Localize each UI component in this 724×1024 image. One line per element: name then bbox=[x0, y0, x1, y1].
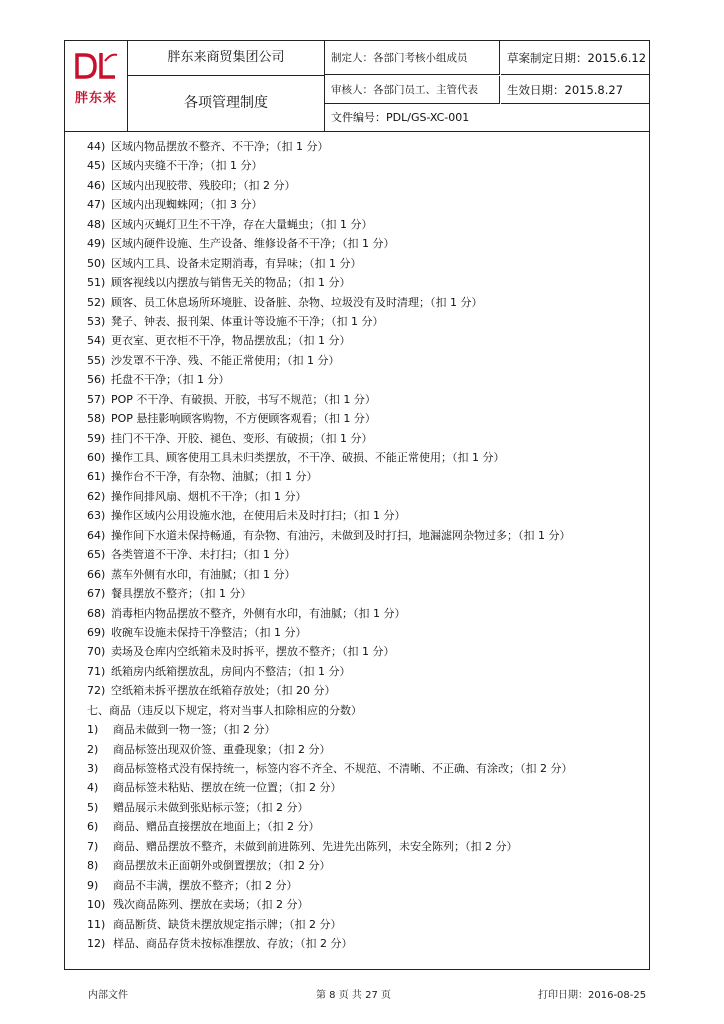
draft-date: 草案制定日期：2015.6.12 bbox=[501, 41, 649, 75]
list-item: 67) 餐具摆放不整齐；（扣 1 分） bbox=[87, 587, 252, 601]
section-heading: 七、商品（违反以下规定，将对当事人扣除相应的分数） bbox=[87, 703, 362, 717]
document-title: 各项管理制度 bbox=[128, 76, 325, 131]
footer-print-date: 打印日期：2016-08-25 bbox=[538, 990, 647, 1001]
footer-internal-label: 内部文件 bbox=[88, 990, 128, 1001]
reviewer: 审核人：各部门员工、主管代表 bbox=[325, 76, 500, 104]
list-item: 44) 区域内物品摆放不整齐、不干净；（扣 1 分） bbox=[87, 140, 329, 153]
list-item: 9) 商品不丰满，摆放不整齐；（扣 2 分） bbox=[87, 878, 298, 892]
company-logo-icon bbox=[71, 51, 121, 81]
list-item: 68) 消毒柜内物品摆放不整齐，外侧有水印，有油腻；（扣 1 分） bbox=[87, 606, 406, 620]
list-item: 5) 赠品展示未做到张贴标示签；（扣 2 分） bbox=[87, 800, 309, 814]
list-item: 63) 操作区域内公用设施水池，在使用后未及时打扫；（扣 1 分） bbox=[87, 509, 406, 523]
list-item: 52) 顾客、员工休息场所环境脏、设备脏、杂物、垃圾没有及时清理；（扣 1 分） bbox=[87, 295, 483, 309]
list-item: 66) 蒸车外侧有水印，有油腻；（扣 1 分） bbox=[87, 567, 296, 581]
list-item: 70) 卖场及仓库内空纸箱未及时拆平，摆放不整齐；（扣 1 分） bbox=[87, 645, 395, 659]
document-body bbox=[87, 137, 647, 953]
list-item: 10) 残次商品陈列、摆放在卖场；（扣 2 分） bbox=[87, 898, 309, 912]
list-item: 61) 操作台不干净，有杂物、油腻；（扣 1 分） bbox=[87, 470, 318, 484]
document-header bbox=[65, 41, 649, 132]
list-item: 3) 商品标签格式没有保持统一，标签内容不齐全、不规范、不清晰、不正确、有涂改；（扣 2 分） bbox=[87, 762, 573, 775]
list-item: 2) 商品标签出现双价签、重叠现象；（扣 2 分） bbox=[87, 742, 331, 756]
footer-page-number: 第 8 页 共 27 页 bbox=[316, 990, 391, 1001]
list-item: 7) 商品、赠品摆放不整齐，未做到前进陈列、先进先出陈列，未安全陈列；（扣 2 分） bbox=[87, 839, 518, 853]
effective-date: 生效日期：2015.8.27 bbox=[501, 76, 649, 104]
list-item: 50) 区域内工具、设备未定期消毒，有异味；（扣 1 分） bbox=[87, 256, 362, 270]
logo-text: 胖东来 bbox=[74, 91, 117, 106]
document-frame bbox=[64, 40, 650, 970]
list-item: 54) 更衣室、更衣柜不干净，物品摆放乱；（扣 1 分） bbox=[87, 334, 351, 348]
list-item: 71) 纸箱房内纸箱摆放乱，房间内不整洁；（扣 1 分） bbox=[87, 664, 351, 678]
list-item: 11) 商品断货、缺货未摆放规定指示牌；（扣 2 分） bbox=[87, 917, 342, 931]
list-item: 62) 操作间排风扇、烟机不干净；（扣 1 分） bbox=[87, 489, 307, 503]
list-item: 55) 沙发罩不干净、残、不能正常使用；（扣 1 分） bbox=[87, 353, 340, 367]
drafter: 制定人：各部门考核小组成员 bbox=[325, 41, 500, 75]
list-item: 46) 区域内出现胶带、残胶印；（扣 2 分） bbox=[87, 178, 296, 192]
list-item: 49) 区域内硬件设施、生产设备、维修设备不干净；（扣 1 分） bbox=[87, 237, 395, 251]
list-item: 12) 样品、商品存货未按标准摆放、存放；（扣 2 分） bbox=[87, 936, 353, 950]
list-item: 47) 区域内出现蜘蛛网；（扣 3 分） bbox=[87, 198, 263, 212]
list-item: 69) 收碗车设施未保持干净整洁；（扣 1 分） bbox=[87, 625, 307, 639]
list-item: 59) 挂门不干净、开胶、褪色、变形、有破损；（扣 1 分） bbox=[87, 431, 373, 445]
list-item: 58) POP 悬挂影响顾客购物，不方便顾客观看；（扣 1 分） bbox=[87, 412, 376, 426]
logo-cell bbox=[65, 41, 128, 131]
list-item: 48) 区域内灭蝇灯卫生不干净，存在大量蝇虫；（扣 1 分） bbox=[87, 217, 373, 231]
company-name: 胖东来商贸集团公司 bbox=[128, 41, 325, 76]
list-item: 6) 商品、赠品直接摆放在地面上；（扣 2 分） bbox=[87, 820, 320, 834]
list-item: 56) 托盘不干净；（扣 1 分） bbox=[87, 373, 230, 387]
list-item: 53) 凳子、钟表、报刊架、体重计等设施不干净；（扣 1 分） bbox=[87, 314, 384, 328]
list-item: 8) 商品摆放未正面朝外或倒置摆放；（扣 2 分） bbox=[87, 859, 331, 873]
list-item: 72) 空纸箱未拆平摆放在纸箱存放处；（扣 20 分） bbox=[87, 684, 336, 698]
list-item: 65) 各类管道不干净、未打扫；（扣 1 分） bbox=[87, 548, 296, 562]
list-item: 51) 顾客视线以内摆放与销售无关的物品；（扣 1 分） bbox=[87, 276, 351, 290]
document-number: 文件编号：PDL/GS-XC-001 bbox=[331, 111, 470, 124]
list-item: 64) 操作间下水道未保持畅通，有杂物、有油污，未做到及时打扫，地漏滤网杂物过多；（扣 1 分） bbox=[87, 528, 571, 542]
list-item: 57) POP 不干净、有破损、开胶，书写不规范；（扣 1 分） bbox=[87, 392, 376, 406]
list-item: 1) 商品未做到一物一签；（扣 2 分） bbox=[87, 723, 276, 737]
list-item: 4) 商品标签未粘贴、摆放在统一位置；（扣 2 分） bbox=[87, 781, 342, 795]
list-item: 60) 操作工具、顾客使用工具未归类摆放，不干净、破损、不能正常使用；（扣 1 分） bbox=[87, 451, 505, 464]
list-item: 45) 区域内夹缝不干净；（扣 1 分） bbox=[87, 159, 263, 173]
